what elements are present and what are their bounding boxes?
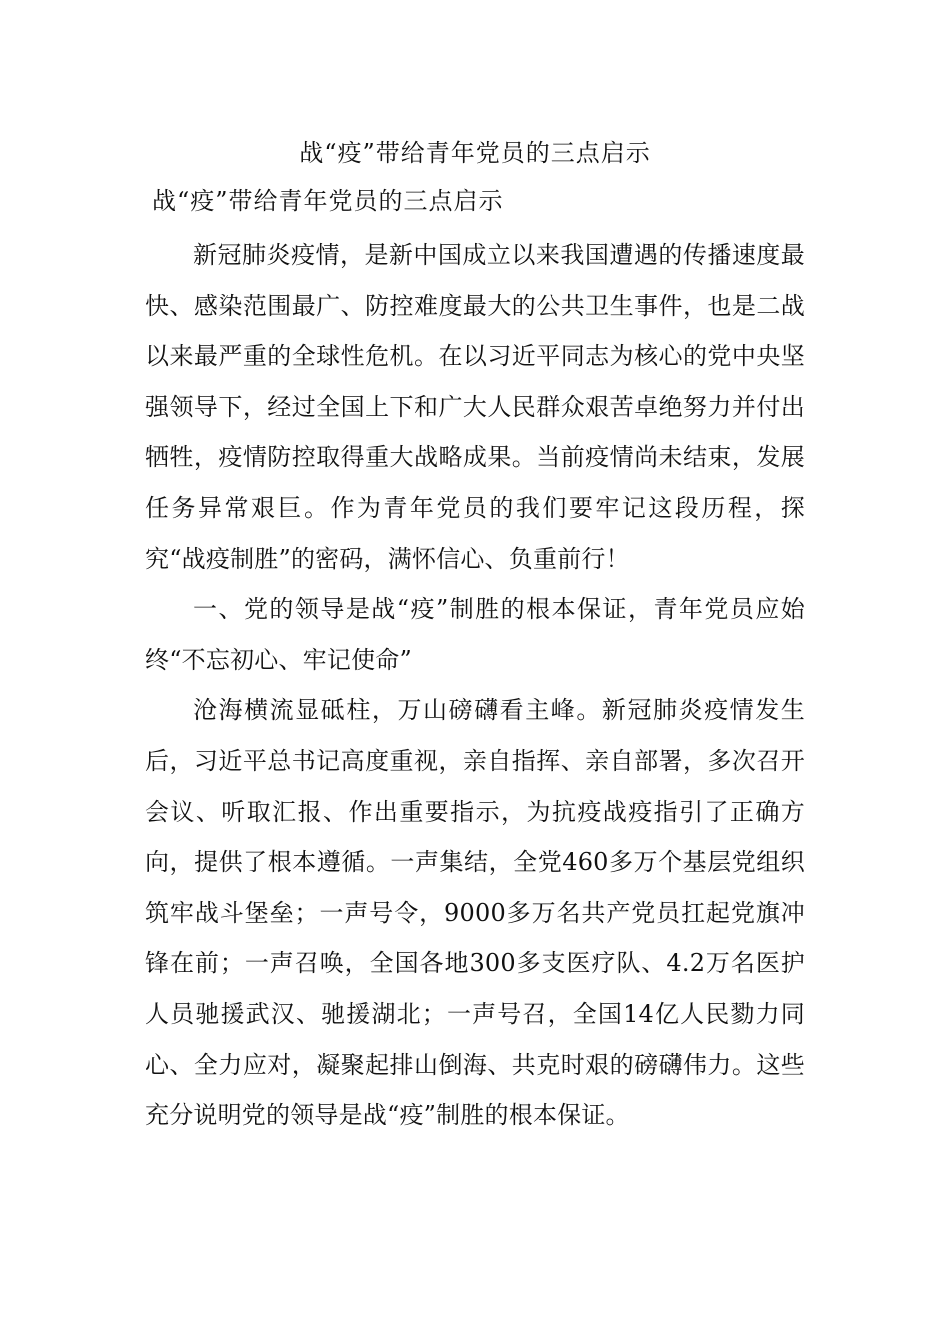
section-heading-1: 一、党的领导是战“疫”制胜的根本保证，青年党员应始终“不忘初心、牢记使命” bbox=[145, 595, 805, 674]
document-title: 战“疫”带给青年党员的三点启示 bbox=[299, 139, 651, 167]
document-subtitle: 战“疫”带给青年党员的三点启示 bbox=[152, 187, 504, 215]
paragraph-section-1: 沧海横流显砥柱，万山磅礴看主峰。新冠肺炎疫情发生后，习近平总书记高度重视，亲自指挥、亲自部署，多次召开会议、听取汇报、作出重要指示，为抗疫战疫指引了正确方向，提供了根本遵循。一声集结，全党460多万个基层党组织筑牢战斗堡垒；一声号令，9000多万名共产党员扛起党旗冲锋在前；一声召唤，全国各地300多支医疗队、4.2万名医护人员驰援武汉、驰援湖北；一声号召，全国14亿人民勠力同心、全力应对，凝聚起排山倒海、共克时艰的磅礴伟力。这些充分说明党的领导是战“疫”制胜的根本保证。 bbox=[145, 696, 805, 1130]
paragraph-intro: 新冠肺炎疫情，是新中国成立以来我国遭遇的传播速度最快、感染范围最广、防控难度最大的公共卫生事件，也是二战以来最严重的全球性危机。在以习近平同志为核心的党中央坚强领导下，经过全国上下和广大人民群众艰苦卓绝努力并付出牺牲，疫情防控取得重大战略成果。当前疫情尚未结束，发展任务异常艰巨。作为青年党员的我们要牢记这段历程，探究“战疫制胜”的密码，满怀信心、负重前行！ bbox=[145, 241, 805, 573]
document-body bbox=[145, 230, 805, 1141]
